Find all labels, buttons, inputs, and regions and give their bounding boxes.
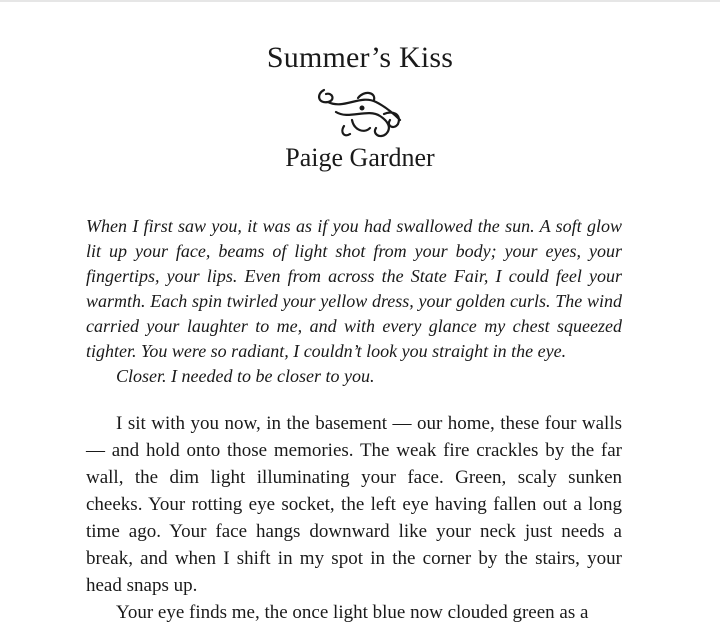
intro-paragraph: Closer. I needed to be closer to you. [116,366,375,386]
body-paragraph: I sit with you now, in the basement — our home, these four walls — and hold onto those memories. The weak fire crackles by the far wall, the dim light illuminating your face. Green, scaly sunken cheeks. Your rotting eye socket, the left eye having fallen out a long time ago. Your face hangs downward like your neck just needs a break, and when I shift in my spot in the corner by the stairs, your head snaps up. [86,413,622,596]
author-name: Paige Gardner [285,143,435,172]
intro-paragraph: When I first saw you, it was as if you had swallowed the sun. A soft glow lit up your face, beams of light shot from your body; your eyes, your fingertips, your lips. Even from across the State Fair, I could feel your warmth. Each spin twirled your yellow dress, your golden curls. The wind carried your laughter to me, and with every glance my chest squeezed tighter. You were so radiant, I couldn’t look you straight in the eye. [86,216,622,361]
top-border [0,0,720,2]
story-title: Summer’s Kiss [266,41,454,74]
italic-intro-section [86,214,622,389]
flourish-ornament-icon [314,84,408,140]
body-paragraph: Your eye finds me, the once light blue now clouded green as a [116,602,589,623]
story-body [86,410,622,626]
